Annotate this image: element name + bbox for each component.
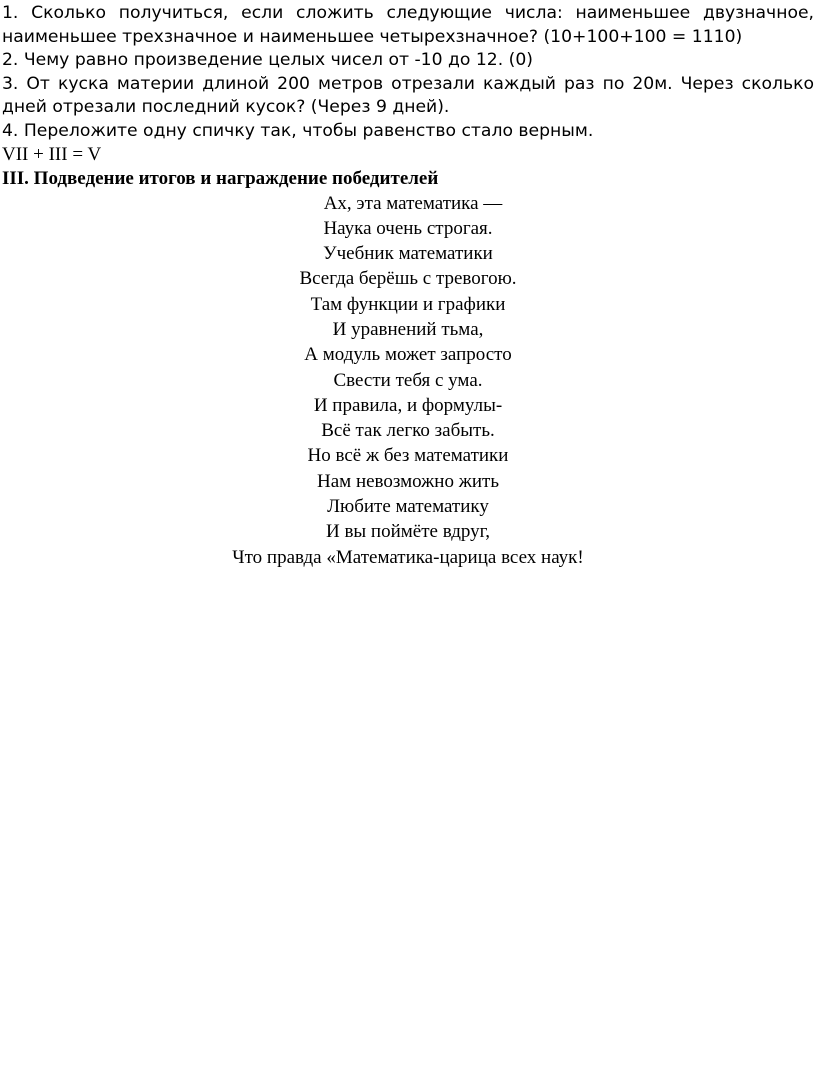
question-2-text: 2. Чему равно произведение целых чисел от -10 до 12. (0) (2, 50, 533, 70)
question-4 (2, 120, 814, 144)
poem-line: И правила, и формулы- (313, 394, 503, 416)
poem-line: Всё так легко забыть. (321, 420, 495, 442)
poem-line: Свести тебя с ума. (333, 369, 483, 391)
question-4-text: 4. Переложите одну спичку так, чтобы равенство стало верным. (2, 120, 594, 141)
poem-line: И уравнений тьма, (332, 318, 484, 340)
matchstick-equation: VII + III = V (2, 144, 102, 165)
poem-line: Нам невозможно жить (317, 470, 499, 492)
poem-line: Учебник математики (323, 243, 493, 265)
question-1-line-1: 1. Сколько получиться, если сложить следующие числа: наименьшее двузначное, (2, 3, 814, 23)
question-3 (2, 73, 814, 120)
question-3-line-2: дней отрезали последний кусок? (Через 9 дней). (2, 97, 450, 117)
poem-line: Но всё ж без математики (307, 445, 509, 467)
question-1 (2, 2, 814, 49)
question-3-line-1: 3. От куска материи длиной 200 метров отрезали каждый раз по 20м. Через сколько (2, 73, 814, 94)
poem-line: Там функции и графики (310, 293, 506, 315)
poem-line: А модуль может запросто (304, 344, 512, 366)
poem-line: Наука очень строгая. (323, 217, 493, 239)
poem-line: Ах, эта математика — (323, 192, 503, 214)
question-2 (2, 49, 814, 73)
poem-line: Любите математику (327, 496, 489, 518)
section-heading: III. Подведение итогов и награждение победителей (2, 167, 439, 189)
question-1-line-2: наименьшее трехзначное и наименьшее четырехзначное? (10+100+100 = 1110) (2, 26, 743, 47)
poem-line: Что правда «Математика-царица всех наук! (232, 546, 584, 568)
poem-line: И вы поймёте вдруг, (325, 521, 491, 543)
poem-line: Всегда берёшь с тревогою. (299, 268, 517, 290)
poem (2, 191, 814, 570)
